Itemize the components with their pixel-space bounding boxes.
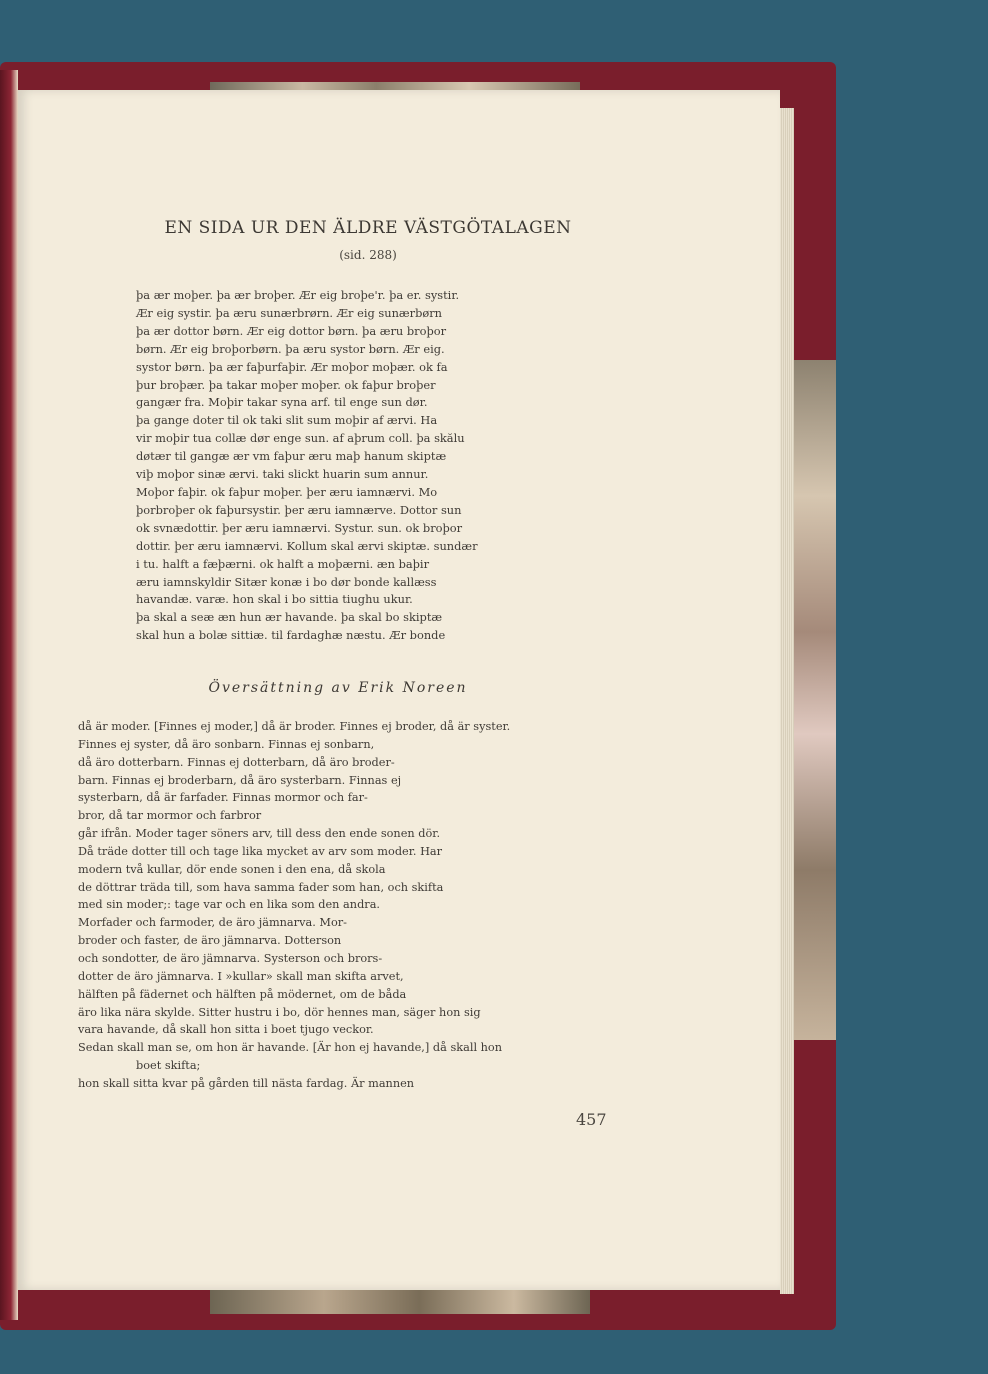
old-text-line: þa ær dottor børn. Ær eig dottor børn. þa æru broþor [136,323,447,338]
old-text-line: dottir. þer æru iamnærvi. Kollum skal ærvi skiptæ. sundær [136,538,478,553]
translation-line: broder och faster, de äro jämnarva. Dotterson [78,934,342,948]
old-text-line: systor børn. þa ær faþurfaþir. Ær moþor moþær. ok fa [136,359,448,374]
old-text-line: børn. Ær eig broþorbørn. þa æru systor børn. Ær eig. [136,341,445,356]
old-text-line: þa ær moþer. þa ær broþer. Ær eig broþe'r. þa er. systir. [136,288,460,302]
translation-line: då äro dotterbarn. Finnas ej dotterbarn, då äro broder- [78,755,395,769]
translation-line: barn. Finnas ej broderbarn, då äro systerbarn. Finnas ej [78,773,402,787]
translation-line: äro lika nära skylde. Sitter hustru i bo, dör hennes man, säger hon sig [78,1005,481,1019]
old-text-line: vir moþir tua collæ dør enge sun. af aþrum coll. þa skălu [136,431,465,446]
page-title: EN SIDA UR DEN ÄLDRE VÄSTGÖTALAGEN [164,218,572,238]
translation-line: Morfader och farmoder, de äro jämnarva. Mor- [78,916,347,930]
old-norse-text [136,287,556,645]
old-text-line: skal hun a bolæ sittiæ. til fardaghæ næstu. Ær bonde [136,628,446,643]
old-text-line: havandæ. varæ. hon skal i bo sittia tiughu ukur. [136,592,413,607]
old-text-line: æru iamnskyldir Sitær konæ i bo dør bonde kallæss [136,574,437,589]
translation-line: och sondotter, de äro jämnarva. Systerson och brors- [78,951,383,965]
page-number: 457 [576,1110,607,1129]
page-subtitle: (sid. 288) [339,248,397,262]
translation-line: vara havande, då skall hon sitta i boet tjugo veckor. [78,1023,374,1037]
old-text-line: þa gange doter til ok taki slit sum moþir af ærvi. Ha [136,413,438,428]
book-page [18,90,780,1290]
book-spine [0,70,18,1320]
translation-line: Sedan skall man se, om hon är havande. [Är hon ej havande,] då skall hon [78,1041,503,1055]
old-text-line: Moþor faþir. ok faþur moþer. þer æru iamnærvi. Mo [136,484,438,499]
old-text-line: Ær eig systir. þa æru sunærbrørn. Ær eig sunærbørn [136,305,443,320]
translation-line: Finnes ej syster, då äro sonbarn. Finnas ej sonbarn, [78,737,375,751]
old-text-line: viþ moþor sinæ ærvi. taki slickt huarin sum annur. [136,467,429,482]
translation-text [78,718,638,1093]
old-text-line: þorbroþer ok faþursystir. þer æru iamnærve. Dottor sun [136,502,462,517]
translation-line: Då träde dotter till och tage lika mycket av arv som moder. Har [78,844,443,858]
translation-line: bror, då tar mormor och farbror [78,809,262,823]
translation-heading: Översättning av Erik Noreen [208,680,468,696]
old-text-line: i tu. halft a fæþærni. ok halft a moþærni. æn baþir [136,556,430,571]
translation-line: hon skall sitta kvar på gården till nästa fardag. Är mannen [78,1076,415,1090]
translation-line: med sin moder;: tage var och en lika som den andra. [78,898,381,912]
translation-line: de döttrar träda till, som hava samma fader som han, och skifta [78,880,444,894]
translation-line: modern två kullar, dör ende sonen i den ena, då skola [78,862,386,876]
old-text-line: ok svnædottir. þer æru iamnærvi. Systur. sun. ok broþor [136,520,463,535]
translation-line: dotter de äro jämnarva. I »kullar» skall man skifta arvet, [78,969,404,983]
old-text-line: þur broþær. þa takar moþer moþer. ok faþur broþer [136,377,436,392]
translation-line: hälften på fädernet och hälften på mödernet, om de båda [78,987,407,1001]
page-edges [780,108,794,1294]
translation-line: då är moder. [Finnes ej moder,] då är broder. Finnes ej broder, då är syster. [78,720,511,733]
translation-line: går ifrån. Moder tager söners arv, till dess den ende sonen dör. [78,827,441,841]
marbled-edge-right [790,360,836,1040]
translation-line: boet skifta; [136,1059,201,1073]
translation-line: systerbarn, då är farfader. Finnas mormor och far- [78,791,368,805]
old-text-line: gangær fra. Moþir takar syna arf. til enge sun dør. [136,395,428,410]
old-text-line: døtær til gangæ ær vm faþur æru maþ hanum skiptæ [136,449,447,464]
marbled-edge-bottom [210,1290,590,1314]
old-text-line: þa skal a seæ æn hun ær havande. þa skal bo skiptæ [136,610,443,625]
